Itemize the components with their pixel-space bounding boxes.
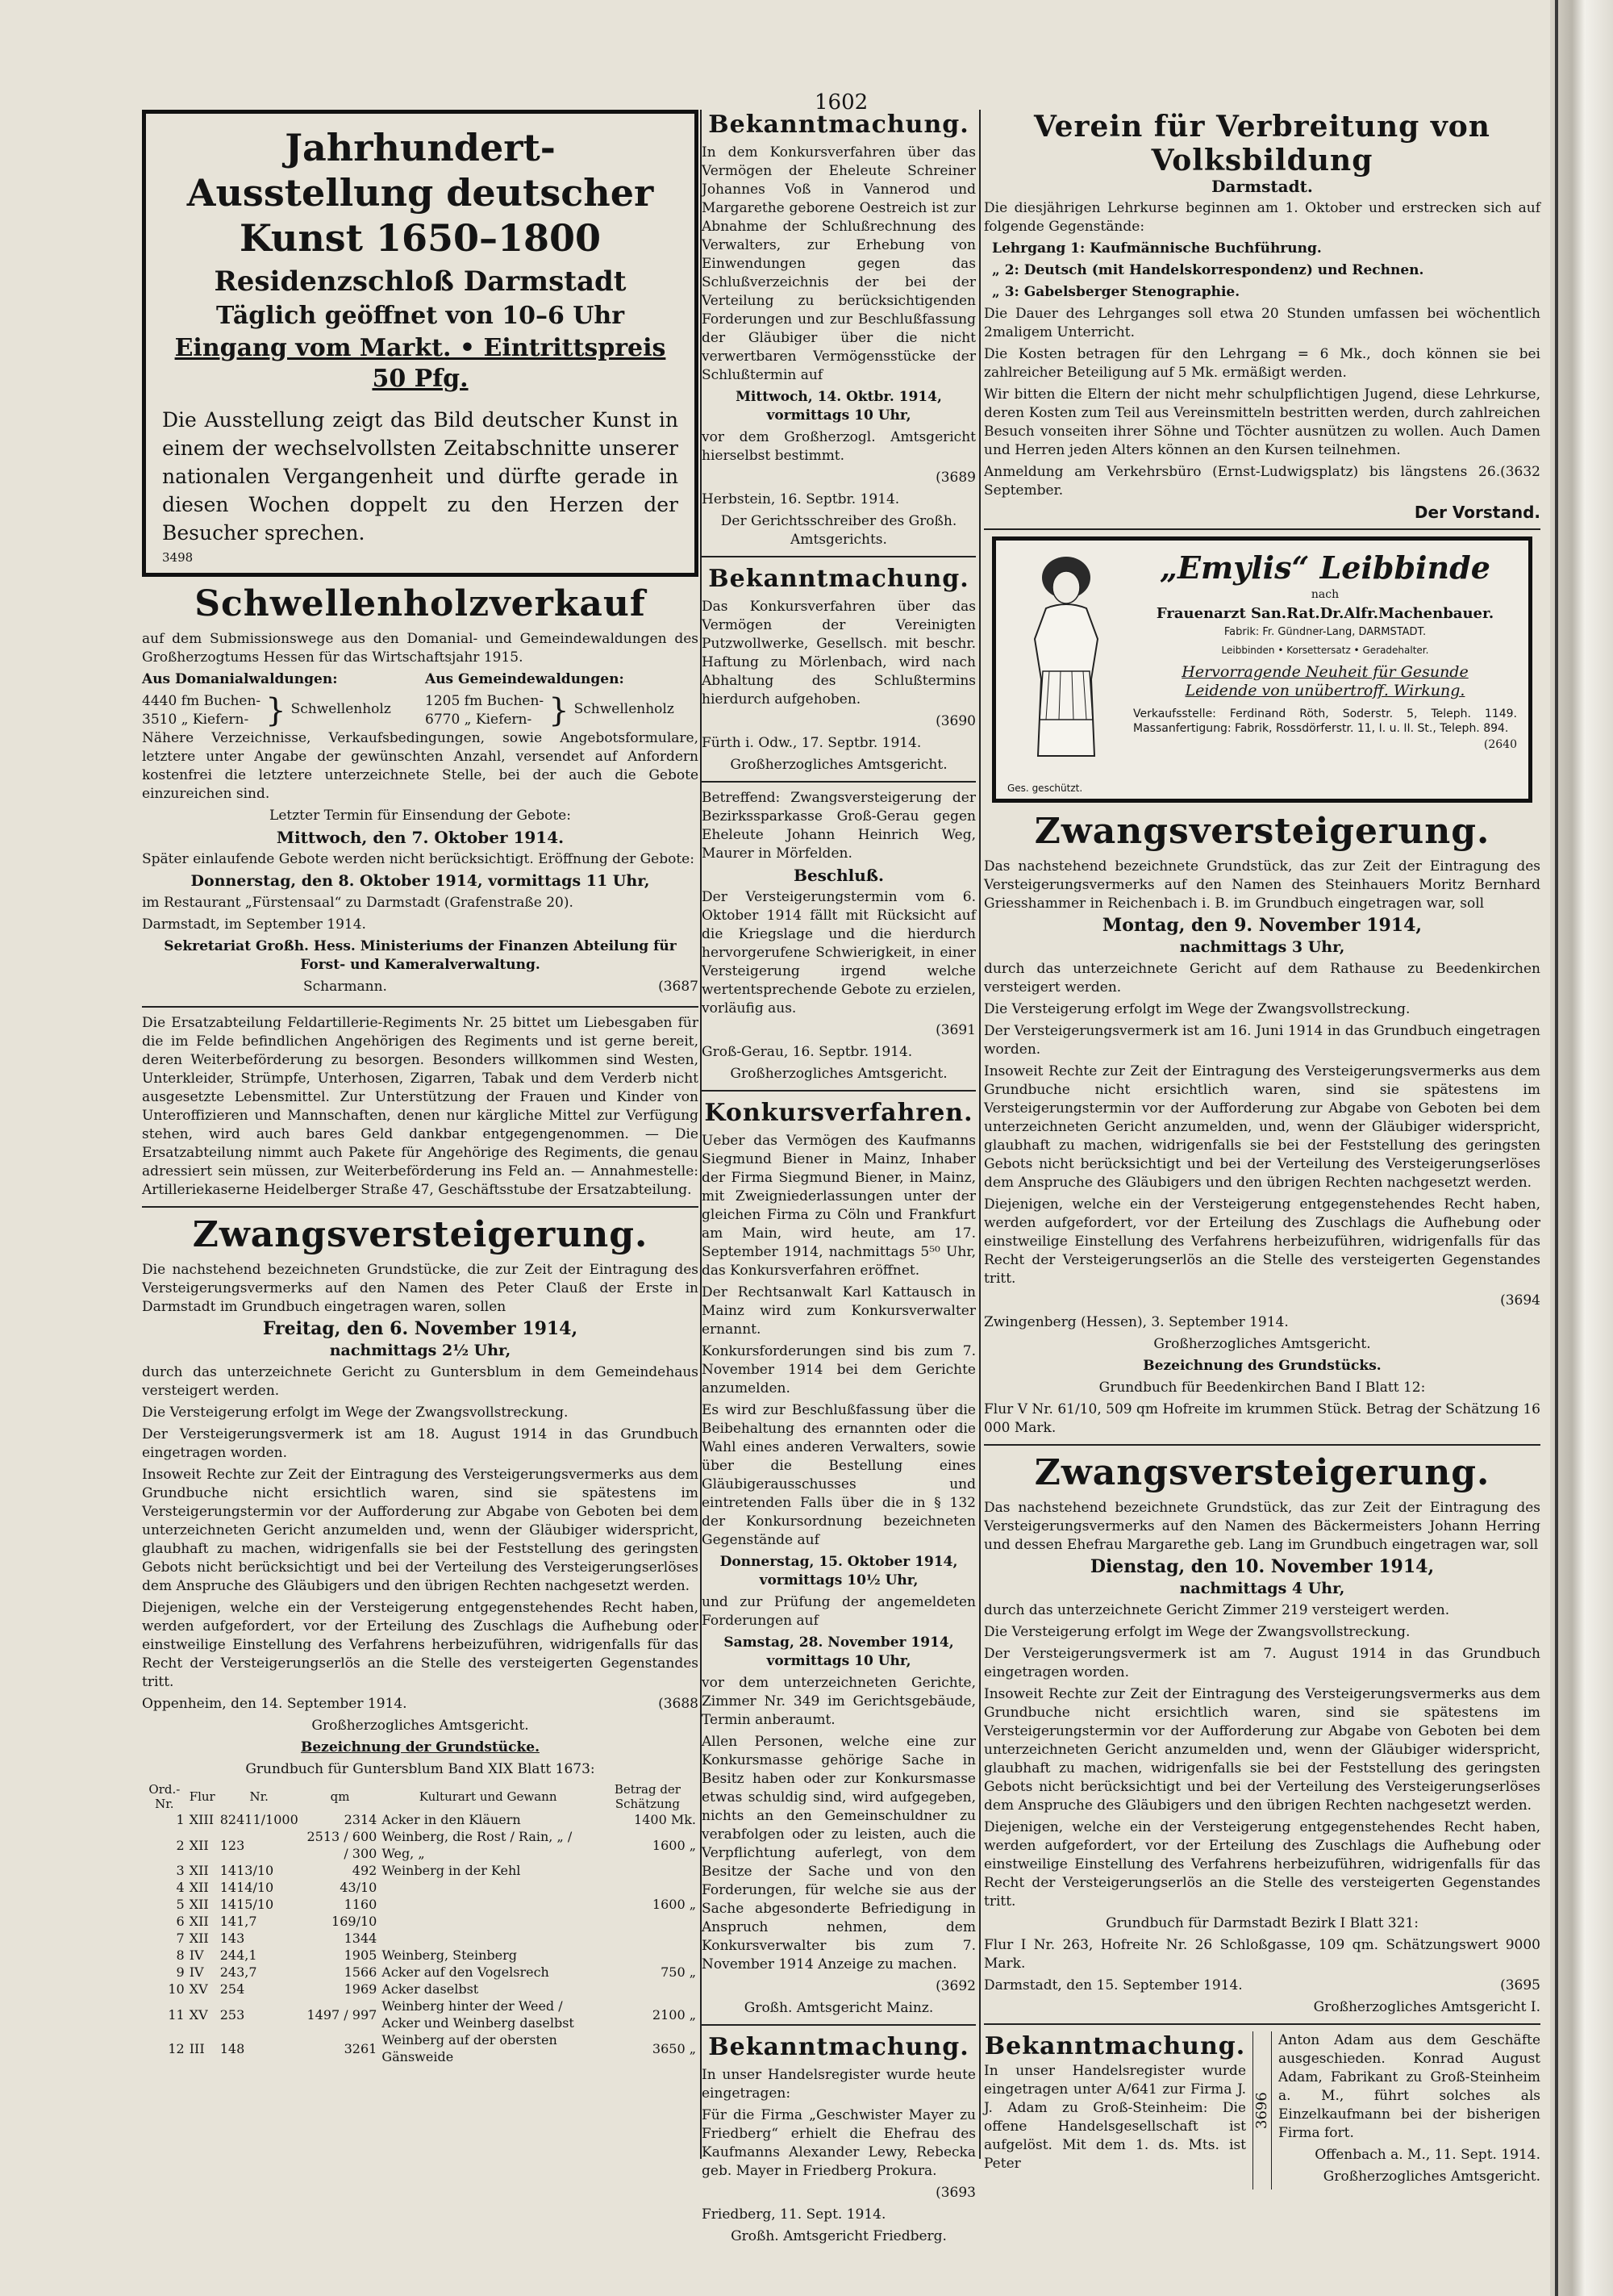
zwang2-court: Großherzogliches Amtsgericht I. bbox=[1313, 1999, 1540, 2015]
table-cell: III bbox=[189, 2040, 205, 2056]
table-cell: 7 bbox=[176, 1931, 185, 1946]
ad-title: Jahrhundert-Ausstellung deutscher Kunst 1650–1800 bbox=[186, 126, 654, 260]
zwang-date: Freitag, den 6. November 1914, bbox=[262, 1318, 578, 1339]
exhibition-ad bbox=[142, 110, 698, 577]
table-cell: Acker auf den Vogelsrech bbox=[381, 1964, 549, 1980]
table-cell: IV bbox=[189, 1964, 204, 1980]
divider bbox=[702, 2024, 976, 2026]
table-cell: 11 bbox=[168, 2006, 185, 2023]
emylis-doctor: Frauenarzt San.Rat.Dr.Alfr.Machenbauer. bbox=[1156, 605, 1494, 622]
domanial-block: Aus Domanialwaldungen: 4440 fm Buchen- 3510 „ Kiefern- } Schwellenholz bbox=[142, 670, 415, 729]
table-cell: XII bbox=[189, 1863, 209, 1878]
konkurs-body: Es wird zur Beschlußfassung über die Beibehaltung des ernannten oder die Wahl eines anderen Verwalters, sowie über die Bestellung eines Gläubigerausschusses und eintretenden Falls über die in § 132 der Konkursordnung bezeichneten Gegenstände auf bbox=[702, 1402, 976, 1548]
table-cell: 6 bbox=[176, 1914, 185, 1929]
divider bbox=[984, 1444, 1540, 1446]
konkurs-text: Ueber das Vermögen des Kaufmanns Siegmund Biener in Mainz, Inhaber der Firma Siegmund Biener, in Mainz, mit Zweigniederlassungen unter der gleichen Firma zu Cöln und Frankfurt am Main, wird heute, am 17. September 1914, nachmittags 5⁵⁰ Uhr, das Konkursverfahren eröffnet. bbox=[702, 1133, 976, 1279]
table-cell: Weinberg, die Rost / Rain, „ / Weg, „ bbox=[381, 1829, 573, 1861]
table-row bbox=[142, 1947, 698, 1964]
bek4-right-text: Anton Adam aus dem Geschäfte ausgeschieden. Konrad August Adam, Fabrikant zu Groß-Steinheim a. M., führt solches als Einzelkaufmann bei der bisherigen Firma fort. bbox=[1278, 2032, 1540, 2141]
table-cell bbox=[597, 1981, 698, 1998]
table-cell: 1969 bbox=[344, 1981, 377, 1997]
beschluss-body: Der Versteigerungstermin vom 6. Oktober 1914 fällt mit Rücksicht auf die Kriegslage und die hierdurch hervorgerufene Schwierigkeit, in einer Versteigerung irgend welche wertentsprechende Gebote zu erzielen, vorläufig aus. bbox=[702, 889, 976, 1017]
zwang1-intro: Das nachstehend bezeichnete Grundstück, das zur Zeit der Eintragung des Versteigerungsvermerks auf den Namen des Steinhauers Moritz Bernhard Griesshammer in Reichenbach i. B. im Grundbuch eingetragen war, soll bbox=[984, 858, 1540, 912]
table-cell bbox=[597, 1879, 698, 1896]
zwang1-heading: Zwangsversteigerung. bbox=[1034, 811, 1490, 852]
table-cell: Weinberg auf der obersten Gänsweide bbox=[381, 2032, 557, 2064]
bek4-court: Großherzogliches Amtsgericht. bbox=[1323, 2169, 1540, 2185]
verein-kurs: „ 3: Gabelsberger Stenographie. bbox=[992, 284, 1240, 300]
table-header-row bbox=[142, 1782, 698, 1811]
ad-hours: Täglich geöffnet von 10–6 Uhr bbox=[215, 302, 625, 330]
konkurs-verwalter: Der Rechtsanwalt Karl Kattausch in Mainz wird zum Konkursverwalter ernannt. bbox=[702, 1284, 976, 1338]
verein-kurs: „ 2: Deutsch (mit Handelskorrespondenz) und Rechnen. bbox=[992, 262, 1424, 278]
zwang1-p4: Insoweit Rechte zur Zeit der Eintragung des Versteigerungsvermerks aus dem Grundbuche nicht ersichtlich waren, sind sie spätestens im Versteigerungstermin vor der Aufforderung zur Abgabe von Geboten bei dem unterzeichneten Gericht anzumelden, und, wenn der Gläubiger widerspricht, glaubhaft zu machen, widrigenfalls sie bei der Feststellung des geringsten Gebots nicht berücksichtigt und bei der Verteilung des Versteigerungserlöses dem Anspruche des Gläubigers und den übrigen Rechten nachgesetzt werden. bbox=[984, 1063, 1540, 1191]
verein-p4: Anmeldung am Verkehrsbüro (Ernst-Ludwigsplatz) bis längstens 26. September. bbox=[984, 464, 1501, 499]
verein-ref: (3632 bbox=[1500, 464, 1540, 480]
bek3-datum: Friedberg, 11. Sept. 1914. bbox=[702, 2206, 886, 2223]
table-cell bbox=[597, 1930, 698, 1947]
konkurs-body2: Allen Personen, welche eine zur Konkursmasse gehörige Sache in Besitz haben oder zur Konkursmasse etwas schuldig sind, wird aufgegeben, nichts an den Gemeinschuldner zu verabfolgen oder zu leisten, auch die Verpflichtung auferlegt, von dem Besitze der Sache und von den Forderungen, für welche sie aus der Sache abgesonderte Befriedigung in Anspruch nehmen, dem Konkursverwalter bis zum 7. November 1914 Anzeige zu machen. bbox=[702, 1734, 976, 1972]
schwellen-intro: auf dem Submissionswege aus den Domanial- und Gemeindewaldungen des Großherzogtums Hessen für das Wirtschaftsjahr 1915. bbox=[142, 631, 698, 666]
verein-sign: Der Vorstand. bbox=[1414, 503, 1540, 522]
table-cell: XII bbox=[189, 1897, 209, 1912]
gemeinde-line: 1205 fm Buchen- bbox=[425, 693, 544, 709]
gemeinde-label: Schwellenholz bbox=[573, 700, 674, 717]
table-header: Betrag der Schätzung bbox=[614, 1782, 681, 1811]
bek4-notice bbox=[984, 2031, 1540, 2190]
konkurs-ref: (3692 bbox=[936, 1978, 976, 1994]
column-middle bbox=[702, 110, 976, 2249]
table-row bbox=[142, 1913, 698, 1930]
zwang2-p4: Insoweit Rechte zur Zeit der Eintragung des Versteigerungsvermerks aus dem Grundbuche nicht ersichtlich waren, sind sie spätestens im Versteigerungstermin vor der Aufforderung zur Abgabe von Geboten bei dem unterzeichneten Gericht anzumelden und, wenn der Gläubiger widerspricht, glaubhaft zu machen, widrigenfalls sie bei der Feststellung des geringsten Gebots nicht berücksichtigt und bei der Verteilung des Versteigerungserlöses dem Anspruche des Gläubigers und den übrigen Rechten nachgesetzt werden. bbox=[984, 1686, 1540, 1814]
emylis-nach: nach bbox=[1311, 588, 1340, 601]
zwang2-datum: Darmstadt, den 15. September 1914. bbox=[984, 1977, 1243, 1993]
bek4-heading: Bekanntmachung. bbox=[984, 2032, 1246, 2060]
zwang-heading: Zwangsversteigerung. bbox=[192, 1214, 648, 1255]
bek1-datum: Herbstein, 16. Septbr. 1914. bbox=[702, 491, 900, 507]
bek3-body: Für die Firma „Geschwister Mayer zu Friedberg“ erhielt die Ehefrau des Kaufmanns Alexander Lewy, Rebecka geb. Mayer in Friedberg Prokura. bbox=[702, 2107, 976, 2179]
table-cell: 141,7 bbox=[219, 1914, 257, 1929]
zwang-p5: Diejenigen, welche ein der Versteigerung entgegenstehendes Recht haben, werden aufgefordert, vor der Erteilung des Zuschlags die Aufhebung oder einstweilige Einstellung des Verfahrens herbeizuführen, widrigenfalls für das Recht der Versteigerungserlös an die Stelle des versteigerten Gegenstandes tritt. bbox=[142, 1600, 698, 1690]
gemeinde-block: Aus Gemeindewaldungen: 1205 fm Buchen- 6770 „ Kiefern- } Schwellenholz bbox=[425, 670, 698, 729]
schwellen-signature: Sekretariat Großh. Hess. Ministeriums der Finanzen Abteilung für Forst- und Kameralverwaltung. bbox=[164, 938, 677, 973]
zwang-intro: Die nachstehend bezeichneten Grundstücke, die zur Zeit der Eintragung des Versteigerungsvermerks auf den Namen des Peter Clauß der Erste in Darmstadt im Grundbuch eingetragen waren, sollen bbox=[142, 1262, 698, 1315]
table-cell: 8 bbox=[176, 1947, 185, 1963]
domanial-line: 3510 „ Kiefern- bbox=[142, 712, 249, 728]
zwang2-flur: Flur I Nr. 263, Hofreite Nr. 26 Schloßgasse, 109 qm. Schätzungswert 9000 Mark. bbox=[984, 1937, 1540, 1972]
verein-anmeldung bbox=[984, 463, 1540, 503]
table-cell: 143 bbox=[219, 1931, 245, 1946]
table-cell: 123 bbox=[219, 1837, 245, 1853]
zwang-footer bbox=[142, 1695, 698, 1717]
konkurs-sign: Großh. Amtsgericht Mainz. bbox=[744, 2000, 934, 2016]
zwang2-time: nachmittags 4 Uhr, bbox=[1179, 1580, 1345, 1597]
eroeffnung-place: im Restaurant „Fürstensaal“ zu Darmstadt (Grafenstraße 20). bbox=[142, 895, 573, 911]
table-cell: 254 bbox=[219, 1981, 245, 1997]
table-cell: 1566 bbox=[344, 1964, 377, 1980]
schwellen-body: Nähere Verzeichnisse, Verkaufsbedingungen, sowie Angebotsformulare, letztere unter Angabe der gewünschten Anzahl, versendet auf Anfordern kostenfrei die letztere unterzeichnete Stelle, bei der auch die Gebote einzureichen sind. bbox=[142, 730, 698, 802]
emylis-ad bbox=[992, 536, 1532, 803]
bek2-datum: Fürth i. Odw., 17. Septbr. 1914. bbox=[702, 735, 922, 751]
zwang1-p1: durch das unterzeichnete Gericht auf dem Rathause zu Beedenkirchen versteigert werden. bbox=[984, 961, 1540, 996]
table-cell: Acker in den Kläuern bbox=[381, 1812, 521, 1827]
bek4-datum: Offenbach a. M., 11. Sept. 1914. bbox=[1315, 2147, 1540, 2163]
table-cell: 1414/10 bbox=[219, 1880, 274, 1895]
zwang2-p1: durch das unterzeichnete Gericht Zimmer 219 versteigert werden. bbox=[984, 1602, 1450, 1618]
zwang-ref: (3688 bbox=[658, 1696, 698, 1712]
bek1-ref: (3689 bbox=[936, 470, 976, 486]
table-title: Bezeichnung der Grundstücke. bbox=[300, 1739, 540, 1755]
table-header: Flur bbox=[189, 1789, 215, 1804]
zwang1-p2: Die Versteigerung erfolgt im Wege der Zwangsvollstreckung. bbox=[984, 1001, 1411, 1017]
table-row bbox=[142, 1879, 698, 1896]
zwang2-date: Dienstag, den 10. November 1914, bbox=[1090, 1556, 1435, 1577]
page-number: 1602 bbox=[815, 90, 869, 115]
emylis-sub: Leibbinden • Korsettersatz • Geradehalter. bbox=[1221, 645, 1429, 656]
bek2-text: Das Konkursverfahren über das Vermögen der Vereinigten Putzwollwerke, Gesellsch. mit beschr. Haftung zu Mörlenbach, wird nach Abhaltung des Schlußtermins hierdurch aufgehoben. bbox=[702, 599, 976, 708]
table-header: qm bbox=[330, 1789, 350, 1804]
table-cell: 169/10 bbox=[331, 1914, 377, 1929]
table-cell: 1400 Mk. bbox=[634, 1812, 696, 1827]
divider bbox=[702, 781, 976, 783]
termin-label: Letzter Termin für Einsendung der Gebote: bbox=[269, 808, 571, 824]
woman-figure-illustration bbox=[1014, 550, 1119, 764]
ad-entry: Eingang vom Markt. • Eintrittspreis 50 Pfg. bbox=[174, 334, 666, 393]
domanial-line: 4440 fm Buchen- bbox=[142, 693, 261, 709]
table-cell: IV bbox=[189, 1947, 204, 1963]
konkurs-date1: Donnerstag, 15. Oktober 1914, vormittags 10½ Uhr, bbox=[719, 1554, 958, 1588]
emylis-verkauf: Verkaufsstelle: Ferdinand Röth, Soderstr. 5, Teleph. 1149. Massanfertigung: Fabrik, Rossdörferstr. 11, I. u. II. St., Teleph. 894. bbox=[1133, 708, 1517, 735]
table-cell: 2314 bbox=[344, 1812, 377, 1827]
table-cell bbox=[597, 1913, 698, 1930]
table-cell: 148 bbox=[219, 2040, 245, 2056]
divider bbox=[142, 1206, 698, 1208]
table-row bbox=[142, 1811, 698, 1828]
verein-intro: Die diesjährigen Lehrkurse beginnen am 1. Oktober und erstrecken sich auf folgende Gegenstände: bbox=[984, 200, 1540, 235]
schwellen-volumes bbox=[142, 670, 698, 729]
page-border-line bbox=[1555, 0, 1558, 2296]
zwang-p4: Insoweit Rechte zur Zeit der Eintragung des Versteigerungsvermerks aus dem Grundbuche nicht ersichtlich waren, sind sie spätestens im Versteigerungstermin vor der Aufforderung zur Abgabe von Geboten bei dem unterzeichneten Gericht anzumelden und, wenn der Gläubiger widerspricht, glaubhaft zu machen, widrigenfalls sie bei der Feststellung des geringsten Gebots nicht berücksichtigt und bei der Verteilung des Versteigerungserlöses dem Anspruche des Gläubigers und den übrigen Rechten nachgesetzt werden. bbox=[142, 1467, 698, 1594]
table-cell: 253 bbox=[219, 2006, 245, 2023]
gemeinde-heading: Aus Gemeindewaldungen: bbox=[425, 671, 624, 687]
table-cell: XV bbox=[189, 1981, 208, 1997]
table-cell: 1344 bbox=[344, 1931, 377, 1946]
schwellen-name: Scharmann. bbox=[303, 979, 387, 995]
table-cell: 1600 „ bbox=[652, 1897, 696, 1912]
table-row bbox=[142, 1828, 698, 1862]
zwang-court: Großherzogliches Amtsgericht. bbox=[311, 1718, 529, 1734]
ad-location: Residenzschloß Darmstadt bbox=[214, 265, 627, 298]
table-cell: 82411/1000 bbox=[219, 1812, 298, 1827]
bek4-ref: 3696 bbox=[1252, 2031, 1272, 2190]
table-row bbox=[142, 1862, 698, 1879]
zwang-time: nachmittags 2½ Uhr, bbox=[329, 1342, 511, 1359]
zwang1-datum: Zwingenberg (Hessen), 3. September 1914. bbox=[984, 1314, 1289, 1330]
zwang2-heading: Zwangsversteigerung. bbox=[1034, 1452, 1490, 1493]
table-row bbox=[142, 1964, 698, 1981]
konkurs-mid: und zur Prüfung der angemeldeten Forderungen auf bbox=[702, 1594, 976, 1629]
table-subtitle: Grundbuch für Guntersblum Band XIX Blatt 1673: bbox=[245, 1761, 595, 1777]
zwang-p3: Der Versteigerungsvermerk ist am 18. August 1914 in das Grundbuch eingetragen worden. bbox=[142, 1426, 698, 1461]
zwang2-ref: (3695 bbox=[1500, 1977, 1540, 1993]
bek1-heading: Bekanntmachung. bbox=[708, 111, 969, 139]
ad-text: Die Ausstellung zeigt das Bild deutscher Kunst in einem der wechselvollsten Zeitabschnitte unserer nationalen Vergangenheit und dürfte gerade in diesen Wochen doppelt zu den Herzen der Besucher sprechen. bbox=[162, 408, 678, 545]
page-edge bbox=[1550, 0, 1613, 2296]
verein-heading: Verein für Verbreitung von Volksbildung bbox=[1034, 110, 1490, 177]
table-row bbox=[142, 1930, 698, 1947]
table-cell: 1413/10 bbox=[219, 1863, 274, 1878]
konkurs-ort: vor dem unterzeichneten Gerichte, Zimmer Nr. 349 im Gerichtsgebäude, Termin anberaumt. bbox=[702, 1675, 976, 1728]
table-cell bbox=[379, 1913, 597, 1930]
table-cell: 1497 / 997 bbox=[306, 2006, 377, 2023]
table-cell bbox=[597, 1862, 698, 1879]
beschluss-ref: (3691 bbox=[936, 1022, 976, 1038]
gemeinde-line: 6770 „ Kiefern- bbox=[425, 712, 532, 728]
zwang2-intro: Das nachstehend bezeichnete Grundstück, das zur Zeit der Eintragung des Versteigerungsvermerks auf den Namen des Bäckermeisters Johann Herring und dessen Ehefrau Margarethe geb. Lang im Grundbuch eingetragen war, soll bbox=[984, 1500, 1540, 1553]
verein-kurs: Lehrgang 1: Kaufmännische Buchführung. bbox=[992, 240, 1322, 257]
beschluss-sign: Großherzogliches Amtsgericht. bbox=[730, 1066, 948, 1082]
divider bbox=[702, 556, 976, 557]
table-cell: XII bbox=[189, 1931, 209, 1946]
bek3-sign: Großh. Amtsgericht Friedberg. bbox=[731, 2228, 947, 2244]
table-cell: 244,1 bbox=[219, 1947, 257, 1963]
zwang2-p2: Die Versteigerung erfolgt im Wege der Zwangsvollstreckung. bbox=[984, 1624, 1411, 1640]
konkurs-anmelde: Konkursforderungen sind bis zum 7. November 1914 bei dem Gerichte anzumelden. bbox=[702, 1343, 976, 1396]
emylis-slogan: Hervorragende Neuheit für Gesunde bbox=[1182, 663, 1469, 681]
column-rule bbox=[979, 110, 981, 2159]
ersatz-notice: Die Ersatzabteilung Feldartillerie-Regiments Nr. 25 bittet um Liebesgaben für die im Felde befindlichen Angehörigen des Regiments und ist gerne bereit, deren Weiterbeförderung zu besorgen. Besonders willkommen sind Westen, Unterkleider, Strümpfe, Unterhosen, Zigarren, Tabak und dem Verderb nicht ausgesetzte Lebensmittel. Zur Unterstützung der Frauen und Kinder von Unteroffizieren und Mannschaften, denen nur kärgliche Mittel zur Verfügung stehen, wird auch bares Geld dankbar entgegengenommen. — Die Ersatzabteilung nimmt auch Pakete für Angehörige des Regiments, die genau adressiert sein müssen, zur Weiterbeförderung ins Feld an. — Annahmestelle: Artilleriekaserne Heidelberger Straße 47, Geschäftsstube der Ersatzabteilung. bbox=[142, 1015, 698, 1198]
zwang2-p5: Diejenigen, welche ein der Versteigerung entgegenstehendes Recht haben, werden aufgefordert, vor der Erteilung des Zuschlags die Aufhebung oder einstweilige Einstellung des Verfahrens herbeizuführen, widrigenfalls für das Recht der Versteigerungserlös an die Stelle des versteigerten Gegenstandes tritt. bbox=[984, 1819, 1540, 1910]
bek4-left-text: In unser Handelsregister wurde eingetragen unter A/641 zur Firma J. J. Adam zu Groß-Steinheim: Die offene Handelsgesellschaft ist aufgelöst. Mit dem 1. ds. Mts. ist Peter bbox=[984, 2063, 1246, 2172]
bek4-left bbox=[984, 2031, 1246, 2190]
zwang2-footer bbox=[984, 1977, 1540, 1998]
table-cell: 492 bbox=[352, 1863, 377, 1878]
domanial-heading: Aus Domanialwaldungen: bbox=[142, 671, 338, 687]
bek1-sign: Der Gerichtsschreiber des Großh. Amtsgerichts. bbox=[720, 513, 957, 548]
zwang-p1: durch das unterzeichnete Gericht zu Guntersblum in dem Gemeindehaus versteigert werden. bbox=[142, 1364, 698, 1399]
eroeffnung-date: Donnerstag, den 8. Oktober 1914, vormittags 11 Uhr, bbox=[190, 872, 650, 890]
konkurs-heading: Konkursverfahren. bbox=[704, 1099, 973, 1127]
schwellen-date: Darmstadt, im September 1914. bbox=[142, 916, 366, 933]
konkurs-date2: Samstag, 28. November 1914, vormittags 10 Uhr, bbox=[723, 1634, 954, 1669]
zwang1-time: nachmittags 3 Uhr, bbox=[1179, 938, 1345, 956]
zwang-p2: Die Versteigerung erfolgt im Wege der Zwangsvollstreckung. bbox=[142, 1405, 569, 1421]
table-body bbox=[142, 1811, 698, 2065]
divider bbox=[702, 1090, 976, 1092]
table-cell: Weinberg hinter der Weed / Acker und Weinberg daselbst bbox=[381, 1998, 574, 2031]
table-row bbox=[142, 1981, 698, 1998]
column-right bbox=[984, 110, 1540, 2190]
schwellen-footer bbox=[142, 978, 698, 1000]
zwang2-grundbuch: Grundbuch für Darmstadt Bezirk I Blatt 321: bbox=[1106, 1915, 1419, 1931]
table-row bbox=[142, 1998, 698, 2031]
zwang-datum: Oppenheim, den 14. September 1914. bbox=[142, 1696, 407, 1712]
table-cell: Weinberg, Steinberg bbox=[381, 1947, 518, 1963]
zwang1-ref: (3694 bbox=[1500, 1292, 1540, 1309]
table-cell: 2513 / 600 / 300 bbox=[306, 1829, 377, 1861]
table-cell: 1 bbox=[176, 1812, 185, 1827]
termin-date: Mittwoch, den 7. Oktober 1914. bbox=[276, 828, 565, 847]
table-cell: XII bbox=[189, 1880, 209, 1895]
table-cell: 5 bbox=[176, 1897, 185, 1912]
zwang1-p5: Diejenigen, welche ein der Versteigerung entgegenstehendes Recht haben, werden aufgefordert, vor der Erteilung des Zuschlags die Aufhebung oder einstweilige Einstellung des Verfahrens herbeizuführen, widrigenfalls für das Recht der Versteigerungserlös an die Stelle des versteigerten Gegenstandes tritt. bbox=[984, 1196, 1540, 1287]
zwang1-flur: Flur V Nr. 61/10, 509 qm Hofreite im krummen Stück. Betrag der Schätzung 16 000 Mark. bbox=[984, 1401, 1540, 1436]
table-cell: 2100 „ bbox=[652, 2006, 696, 2023]
column-left bbox=[142, 110, 698, 2065]
schwellen-heading: Schwellenholzverkauf bbox=[194, 583, 646, 624]
table-cell: 3261 bbox=[344, 2040, 377, 2056]
table-cell: XV bbox=[189, 2006, 208, 2023]
table-cell: Acker daselbst bbox=[381, 1981, 479, 1997]
table-cell bbox=[379, 1930, 597, 1947]
table-cell: 10 bbox=[168, 1981, 185, 1997]
verein-p2: Die Kosten betragen für den Lehrgang = 6 Mk., doch können sie bei zahlreicher Beteiligung auf 5 Mk. ermäßigt werden. bbox=[984, 346, 1540, 381]
zwang2-p3: Der Versteigerungsvermerk ist am 7. August 1914 in das Grundbuch eingetragen worden. bbox=[984, 1646, 1540, 1680]
bek2-sign: Großherzogliches Amtsgericht. bbox=[730, 757, 948, 773]
zwang1-date: Montag, den 9. November 1914, bbox=[1102, 915, 1423, 936]
domanial-label: Schwellenholz bbox=[290, 700, 391, 717]
table-cell: 43/10 bbox=[340, 1880, 377, 1895]
verein-p1: Die Dauer des Lehrganges soll etwa 20 Stunden umfassen bei wöchentlich 2maligem Unterricht. bbox=[984, 306, 1540, 340]
table-cell: Weinberg in der Kehl bbox=[381, 1863, 521, 1878]
table-cell bbox=[597, 1947, 698, 1964]
emylis-text bbox=[1133, 550, 1517, 754]
betr-text: Betreffend: Zwangsversteigerung der Bezirkssparkasse Groß-Gerau gegen Eheleute Johann Heinrich Weg, Maurer in Mörfelden. bbox=[702, 790, 976, 862]
beschluss-heading: Beschluß. bbox=[794, 866, 884, 885]
bek4-right bbox=[1278, 2031, 1540, 2190]
bek3-ref: (3693 bbox=[936, 2185, 976, 2201]
table-row bbox=[142, 2031, 698, 2065]
table-cell: 750 „ bbox=[661, 1964, 696, 1980]
table-cell: 2 bbox=[176, 1837, 185, 1853]
schwellen-ref: (3687 bbox=[658, 979, 698, 995]
zwang1-bez: Bezeichnung des Grundstücks. bbox=[1143, 1358, 1382, 1374]
table-cell: 3 bbox=[176, 1863, 185, 1878]
grundstueck-table bbox=[142, 1782, 698, 2065]
table-cell: XII bbox=[189, 1837, 209, 1853]
bek3-text: In unser Handelsregister wurde heute eingetragen: bbox=[702, 2067, 976, 2102]
bek2-ref: (3690 bbox=[936, 713, 976, 729]
table-header: Kulturart und Gewann bbox=[419, 1789, 557, 1804]
bek1-date: Mittwoch, 14. Oktbr. 1914, vormittags 10 Uhr, bbox=[736, 389, 942, 424]
table-cell: 12 bbox=[168, 2040, 185, 2056]
bek2-heading: Bekanntmachung. bbox=[708, 565, 969, 593]
table-cell: 4 bbox=[176, 1880, 185, 1895]
emylis-slogan: Leidende von unübertroff. Wirkung. bbox=[1185, 682, 1465, 699]
divider bbox=[984, 2023, 1540, 2025]
table-cell: 243,7 bbox=[219, 1964, 257, 1980]
beschluss-datum: Groß-Gerau, 16. Septbr. 1914. bbox=[702, 1044, 913, 1060]
bek1-rest: vor dem Großherzogl. Amtsgericht hierselbst bestimmt. bbox=[702, 429, 976, 464]
emylis-geschuetzt: Ges. geschützt. bbox=[1007, 783, 1083, 794]
table-cell: 9 bbox=[176, 1964, 185, 1980]
table-row bbox=[142, 1896, 698, 1913]
emylis-title: „Emylis“ Leibbinde bbox=[1160, 549, 1490, 586]
table-cell: XII bbox=[189, 1914, 209, 1929]
table-cell: 3650 „ bbox=[652, 2040, 696, 2056]
zwang1-p3: Der Versteigerungsvermerk ist am 16. Juni 1914 in das Grundbuch eingetragen worden. bbox=[984, 1023, 1540, 1058]
table-cell: 1600 „ bbox=[652, 1837, 696, 1853]
verein-p3: Wir bitten die Eltern der nicht mehr schulpflichtigen Jugend, diese Lehrkurse, deren Kosten zum Teil aus Vereinsmitteln bestritten werden, durch zahlreichen Besuch vonseiten ihrer Söhne und Töchter ausnützen zu wollen. Auch Damen und Herren jeden Alters können an den Kursen teilnehmen. bbox=[984, 386, 1540, 458]
bek1-text: In dem Konkursverfahren über das Vermögen der Eheleute Schreiner Johannes Voß in Vannerod und Margarethe geborene Oestreich ist zur Abnahme der Schlußrechnung des Verwalters, zur Erhebung von Einwendungen gegen das Schlußverzeichnis der bei der Verteilung zu berücksichtigenden Forderungen und zur Beschlußfassung der Gläubiger über die nicht verwertbaren Vermögensstücke der Schlußtermin auf bbox=[702, 144, 976, 383]
table-cell: XIII bbox=[189, 1812, 215, 1827]
ad-ref: 3498 bbox=[162, 550, 194, 565]
table-header: Nr. bbox=[249, 1789, 269, 1804]
table-cell: 1415/10 bbox=[219, 1897, 274, 1912]
emylis-fabrik: Fabrik: Fr. Gündner-Lang, DARMSTADT. bbox=[1223, 626, 1427, 638]
table-cell: 1160 bbox=[344, 1897, 377, 1912]
zwang1-court: Großherzogliches Amtsgericht. bbox=[1153, 1336, 1371, 1352]
emylis-ref: (2640 bbox=[1483, 738, 1517, 751]
divider bbox=[142, 1006, 698, 1008]
table-header: Ord.-Nr. bbox=[148, 1782, 181, 1811]
divider bbox=[984, 528, 1540, 530]
bek3-heading: Bekanntmachung. bbox=[708, 2033, 969, 2061]
table-cell: 1905 bbox=[344, 1947, 377, 1963]
verein-city: Darmstadt. bbox=[1211, 177, 1313, 196]
table-cell bbox=[379, 1879, 597, 1896]
zwang1-grundbuch: Grundbuch für Beedenkirchen Band I Blatt 12: bbox=[1098, 1380, 1426, 1396]
table-cell bbox=[379, 1896, 597, 1913]
late-notice: Später einlaufende Gebote werden nicht berücksichtigt. Eröffnung der Gebote: bbox=[142, 851, 694, 867]
